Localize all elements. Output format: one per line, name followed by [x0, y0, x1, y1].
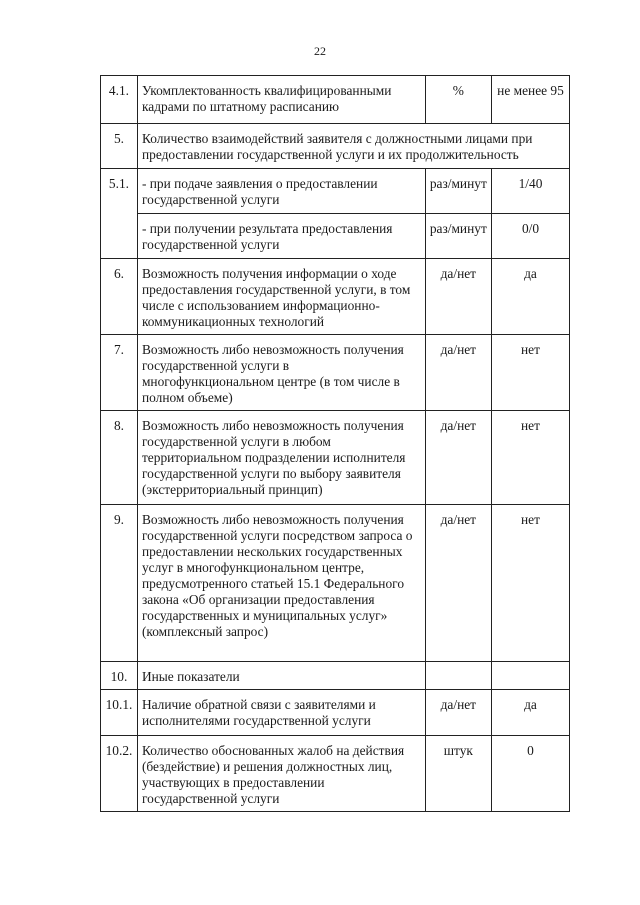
unit-cell: %	[425, 76, 491, 124]
unit-cell: да/нет	[425, 411, 491, 505]
unit-cell: да/нет	[425, 335, 491, 411]
row-number: 8.	[101, 411, 138, 505]
table-row	[101, 505, 570, 662]
value-cell: 0	[492, 736, 570, 812]
table-row	[101, 259, 570, 335]
unit-cell: раз/минут	[425, 214, 491, 259]
row-number: 4.1.	[101, 76, 138, 124]
indicator-name: Возможность либо невозможность получения государственной услуги в многофункциональном центре (в том числе в полном объеме)	[137, 335, 425, 411]
row-number: 5.	[101, 124, 138, 169]
table-row	[101, 214, 570, 259]
indicator-name: - при получении результата предоставления государственной услуги	[137, 214, 425, 259]
table-row	[101, 335, 570, 411]
unit-cell: штук	[425, 736, 491, 812]
table-row	[101, 124, 570, 169]
value-cell	[492, 662, 570, 690]
value-cell: 0/0	[492, 214, 570, 259]
value-cell: нет	[492, 411, 570, 505]
value-cell: 1/40	[492, 169, 570, 214]
value-cell: да	[492, 690, 570, 736]
value-cell: нет	[492, 505, 570, 662]
row-number: 10.2.	[101, 736, 138, 812]
row-number: 10.1.	[101, 690, 138, 736]
table-row	[101, 169, 570, 214]
indicator-name: Количество обоснованных жалоб на действия (бездействие) и решения должностных лиц, участвующих в предоставлении государственной услуги	[137, 736, 425, 812]
table-row	[101, 76, 570, 124]
unit-cell: да/нет	[425, 690, 491, 736]
indicator-name: Наличие обратной связи с заявителями и исполнителями государственной услуги	[137, 690, 425, 736]
row-number: 10.	[101, 662, 138, 690]
page-number: 22	[314, 44, 326, 58]
row-number: 6.	[101, 259, 138, 335]
table-row	[101, 736, 570, 812]
indicator-name: Возможность либо невозможность получения государственной услуги посредством запроса о предоставлении нескольких государственных услуг в многофункциональном центре, предусмотренного статьей 15.1 Федерального закона «Об организации предоставления государственных и муниципальных услуг» (комплексный запрос)	[137, 505, 425, 662]
row-number: 9.	[101, 505, 138, 662]
table-row	[101, 411, 570, 505]
value-cell: не менее 95	[492, 76, 570, 124]
indicators-table	[100, 75, 570, 812]
indicator-name: Возможность либо невозможность получения государственной услуги в любом территориальном подразделении исполнителя государственной услуги по выбору заявителя (экстерриториальный принцип)	[137, 411, 425, 505]
indicator-name: Возможность получения информации о ходе предоставления государственной услуги, в том числе с использованием информационно-коммуникационных технологий	[137, 259, 425, 335]
value-cell: да	[492, 259, 570, 335]
section-heading: Количество взаимодействий заявителя с должностными лицами при предоставлении государственной услуги и их продолжительность	[137, 124, 569, 169]
table-row	[101, 662, 570, 690]
indicator-name: Укомплектованность квалифицированными кадрами по штатному расписанию	[137, 76, 425, 124]
unit-cell	[425, 662, 491, 690]
unit-cell: раз/минут	[425, 169, 491, 214]
unit-cell: да/нет	[425, 505, 491, 662]
row-number: 7.	[101, 335, 138, 411]
row-number: 5.1.	[101, 169, 138, 259]
indicator-name: Иные показатели	[137, 662, 425, 690]
table-row	[101, 690, 570, 736]
unit-cell: да/нет	[425, 259, 491, 335]
value-cell: нет	[492, 335, 570, 411]
indicator-name: - при подаче заявления о предоставлении государственной услуги	[137, 169, 425, 214]
